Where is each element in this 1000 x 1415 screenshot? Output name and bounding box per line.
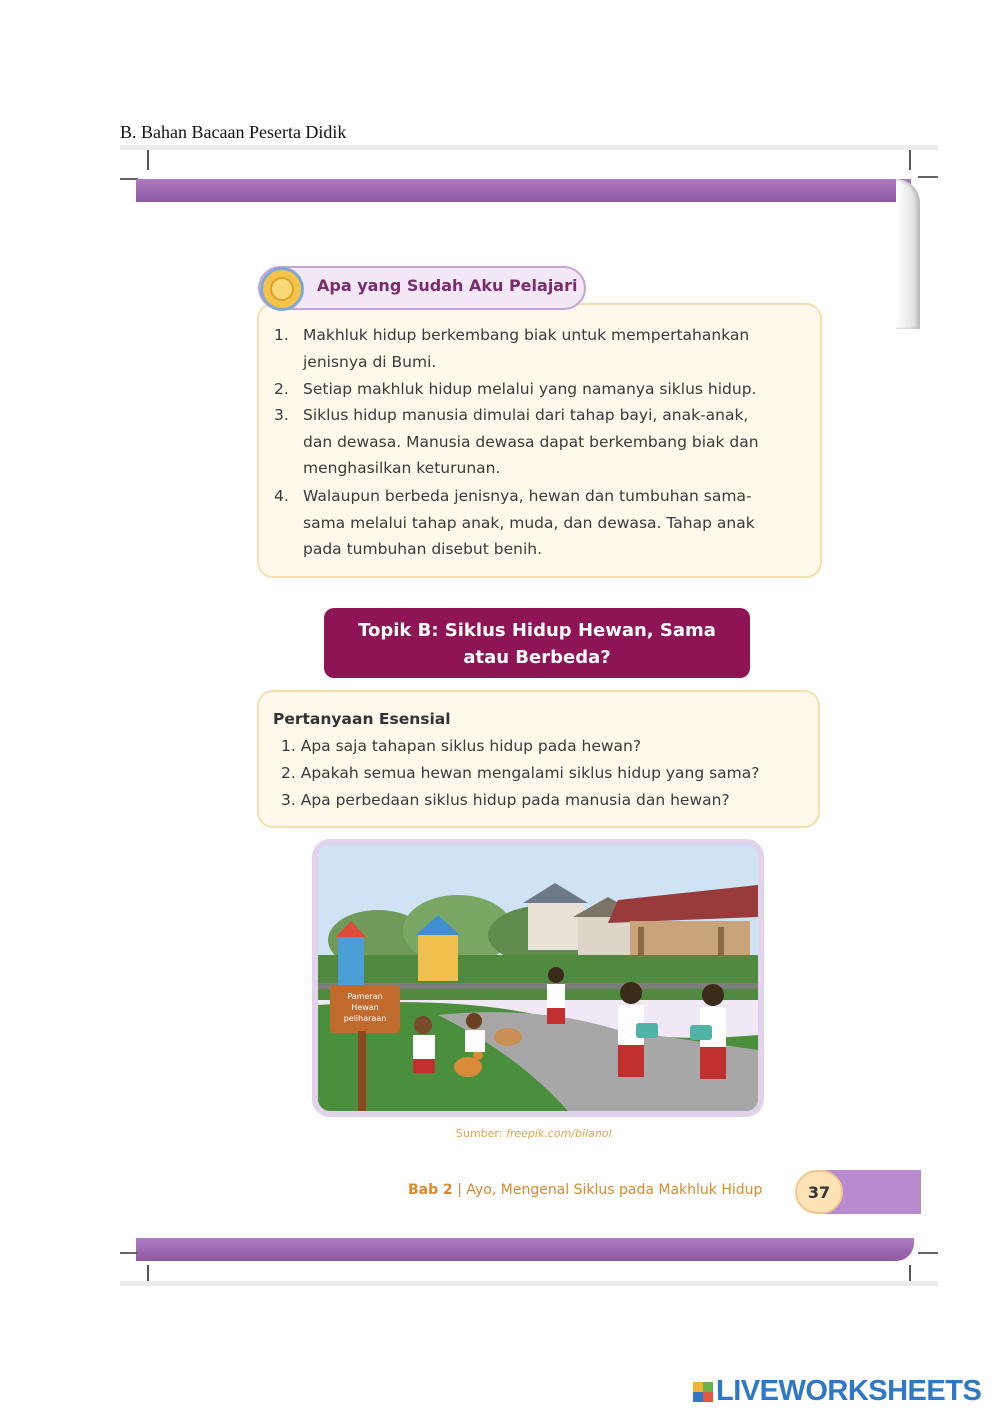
credit-source: freepik.com/bilanol	[505, 1127, 612, 1140]
summary-item-line: sama melalui tahap anak, muda, dan dewasa. Tahap anak	[303, 513, 755, 532]
summary-item-line: jenisnya di Bumi.	[303, 352, 437, 371]
bottom-purple-band	[136, 1238, 914, 1261]
summary-item	[274, 376, 804, 403]
summary-item-line: pada tumbuhan disebut benih.	[303, 540, 543, 558]
chapter-number: Bab 2	[408, 1182, 453, 1198]
footer-separator: |	[452, 1182, 467, 1198]
summary-item-line: Walaupun berbeda jenisnya, hewan dan tumbuhan sama-	[303, 487, 752, 505]
summary-item-line: Setiap makhluk hidup melalui yang namanya siklus hidup.	[303, 380, 757, 398]
chapter-title: Ayo, Mengenal Siklus pada Makhluk Hidup	[466, 1182, 763, 1198]
summary-item-line: dan dewasa. Manusia dewasa dapat berkembang biak dan	[303, 432, 759, 451]
question-item: 3. Apa perbedaan siklus hidup pada manusia dan hewan?	[281, 791, 730, 809]
bottom-scan-border	[120, 1281, 938, 1286]
crop-mark	[909, 150, 911, 170]
summary-item-line: Siklus hidup manusia dimulai dari tahap bayi, anak-anak,	[303, 406, 749, 424]
crop-mark	[918, 1252, 938, 1254]
chapter-footer	[408, 1182, 762, 1198]
crop-mark	[120, 1252, 138, 1254]
crop-mark	[909, 1265, 911, 1282]
image-credit	[456, 1127, 612, 1140]
summary-item-number: 1.	[274, 326, 289, 344]
topic-title-line: Topik B: Siklus Hidup Hewan, Sama	[358, 620, 716, 641]
crop-mark	[147, 1265, 149, 1282]
summary-item	[274, 322, 804, 375]
page-number: 37	[795, 1170, 843, 1214]
summary-item-line: menghasilkan keturunan.	[303, 459, 501, 477]
document-heading: B. Bahan Bacaan Peserta Didik	[120, 122, 347, 142]
question-item: 1. Apa saja tahapan siklus hidup pada hewan?	[281, 737, 642, 755]
summary-item-number: 2.	[274, 380, 289, 398]
liveworksheets-mark-icon	[693, 1382, 713, 1402]
summary-item-number: 3.	[274, 406, 289, 424]
topic-title-line: atau Berbeda?	[463, 647, 611, 668]
summary-item-number: 4.	[274, 487, 289, 505]
summary-item-line: Makhluk hidup berkembang biak untuk mempertahankan	[303, 326, 750, 344]
topic-banner	[324, 608, 750, 678]
lightbulb-icon	[260, 267, 304, 311]
question-item: 2. Apakah semua hewan mengalami siklus hidup yang sama?	[281, 764, 760, 782]
essential-questions-title: Pertanyaan Esensial	[273, 710, 451, 728]
summary-item	[274, 402, 804, 482]
pet-exhibition-illustration	[312, 839, 764, 1117]
page-curl-edge	[896, 179, 920, 329]
summary-title: Apa yang Sudah Aku Pelajari	[317, 276, 578, 295]
sign-text: peliharaan	[343, 1014, 387, 1023]
liveworksheets-wordmark: LIVEWORKSHEETS	[716, 1375, 982, 1407]
summary-item	[274, 483, 804, 563]
top-purple-band	[136, 179, 911, 202]
top-scan-border	[120, 145, 938, 150]
sign-text: Pameran	[347, 992, 383, 1001]
crop-mark	[918, 176, 938, 178]
credit-prefix: Sumber:	[456, 1127, 506, 1140]
crop-mark	[147, 150, 149, 170]
sign-text: Hewan	[351, 1003, 379, 1012]
park-scene-image	[318, 845, 758, 1111]
liveworksheets-logo[interactable]	[693, 1375, 981, 1408]
